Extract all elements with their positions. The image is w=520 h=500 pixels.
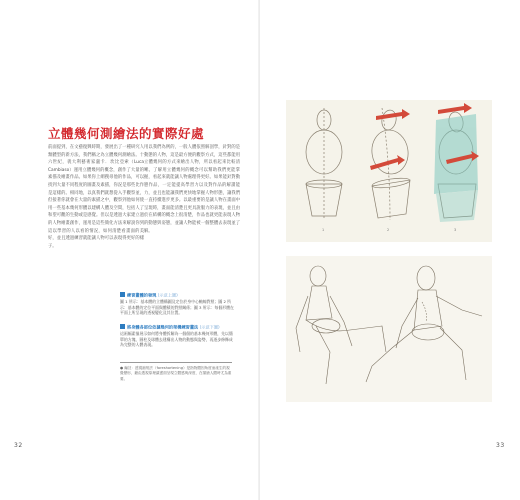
note-block-2 (120, 324, 236, 348)
square-bullet-icon (120, 324, 125, 329)
note-body-2: 這兩幅素描展示如何將身體拆解為一個個的基本幾何形體，先以簡單的方塊、圓柱及球體去建構出人物的動態與姿勢，再逐步修飾成為完整的人體表現。 (120, 331, 233, 348)
page-number-left: 32 (14, 442, 23, 449)
note-source-1: (示意上圖) (157, 292, 178, 298)
chapter-title: 立體幾何測繪法的實際好處 (48, 126, 205, 141)
figure-label-3: 3 (454, 228, 457, 232)
note-heading-1 (120, 292, 236, 298)
body-column-right: 用以我們為例的，一般人體依照解剖學，針對的是動態的人物，這是最方便的觀察方式，這些都能用立體幾何的方式來繪出人物，所以看起來比較清晰。了解用立體幾何的概念可以幫助我們更能掌握，看起來就能讓人物處理得更好。如果能針對動態作品，一定能提高學習力以及對作品的解讀能力，並且也能讓我們更快地掌握人物形態，讓我們一直持續進步更多。以最重要的是讓人物在畫面中呈現時，畫面能清楚且更具說服力的表現，並且由於在結構的概念上很清楚，作品也就更能表現人物的動態與姿態，並讓人物能被一個整體去表現並了解。 (144, 145, 240, 234)
figure-label-2: 2 (387, 228, 390, 232)
square-bullet-icon (120, 292, 125, 297)
note-source-2: (示意下圖) (199, 324, 220, 330)
seated-figures-drawing (286, 256, 492, 402)
page-number-right: 33 (496, 442, 505, 449)
right-page (260, 0, 520, 500)
note-heading-2 (120, 324, 236, 330)
torso-sketch-drawing (286, 100, 492, 242)
note-heading-2-text: 將身體各部位依據幾何的架構練習畫法 (127, 324, 199, 330)
figure-label-1: 1 (322, 228, 325, 232)
note-block-1 (120, 292, 236, 316)
body-column-left: 前面提到，在文藝復興時期，發展出了一種研究人類體型的新方法，我們稱之為立體幾何測繪法。十六世紀，義大利藝術家盧卡．坎比亞索（Luca Cambiaso）運用立體幾何的概念，創作了大量的素描及繪畫作品。如果你上網搜尋他的作品，可以找到大量不同程度的圖畫及素描，你況是那些比作是這樣的。相同地，以真我們就想從入手觀察並，但接著你就會在大量的素描之中，觀察到他如何使用一些基本幾何形體以建構人體及空間，包括人了和望可觀的生動或是感覺。但以是透過大家建立過的人物繪畫創作，運用是這些簡化方法來解說你到這以學習的人以看的情況，如何清楚看畫面的美好，並且透過練習就能讓人物可以表現得更好的樣子。 (48, 145, 144, 249)
sketch-geometric-torso-stages (286, 100, 492, 242)
note-heading-1-text: 練習畫體的發現 (127, 292, 157, 298)
sketch-seated-figures (286, 256, 492, 402)
editor-note: ● 編註：透視縮短法（foreshortening）是指物體因角度而產生的視覺變形，藉由透視原理讓畫面呈現立體感與深度，在描繪人體時尤為重要。 (120, 362, 232, 382)
note-body-1: 圖 1 所示：基本體的立體構圖及定位於身中心軸線對照；圖 2 所示：基本體的定位平面與體積的對照關係；圖 3 所示：每個形體在平面上所呈現的透視變化及其位置。 (120, 299, 234, 316)
